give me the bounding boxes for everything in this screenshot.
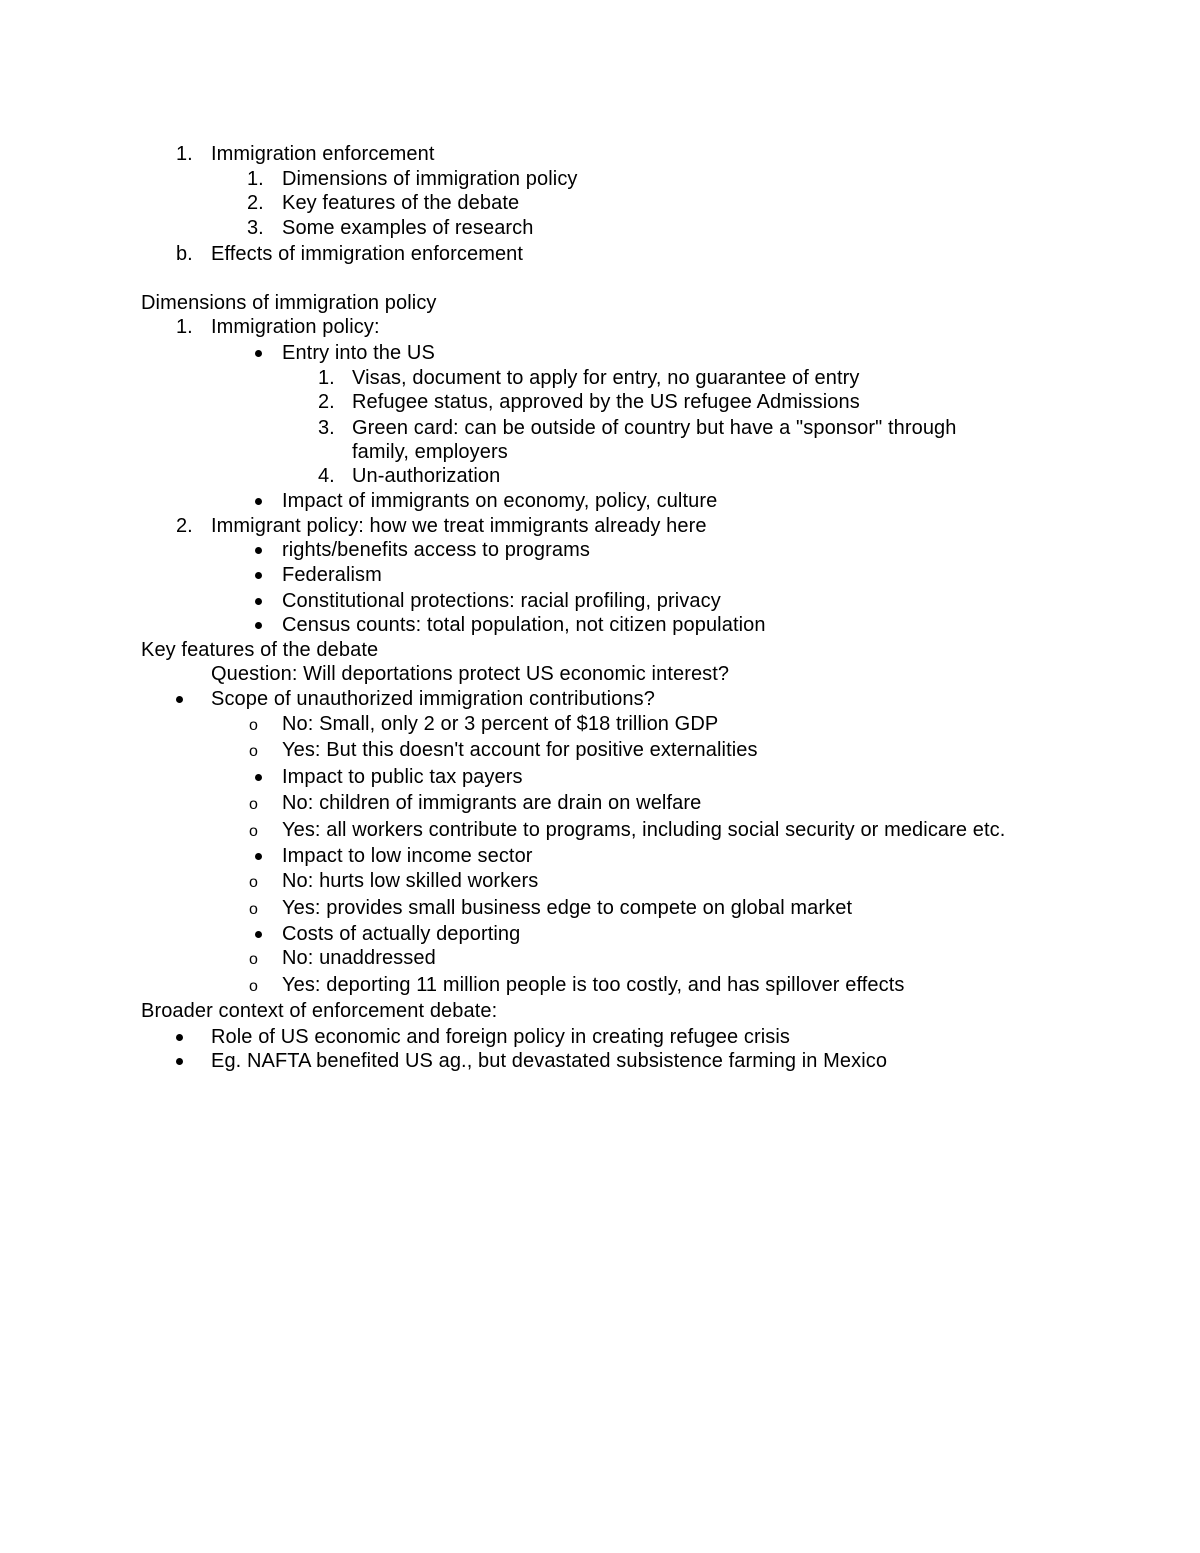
outline-item-effects: Effects of immigration enforcement [211, 243, 524, 265]
outline-item-immigration-enforcement: Immigration enforcement [211, 143, 435, 165]
circle-bullet-icon: o [249, 717, 258, 734]
list-item: rights/benefits access to programs [282, 539, 590, 561]
bullet-icon [176, 1034, 183, 1041]
list-item-continuation: family, employers [352, 441, 508, 463]
list-marker: 1. [176, 143, 193, 165]
list-marker: 1. [247, 168, 264, 190]
outline-subitem: Dimensions of immigration policy [282, 168, 578, 190]
list-item: Yes: deporting 11 million people is too costly, and has spillover effects [282, 974, 905, 996]
bullet-icon [176, 696, 183, 703]
list-item: Federalism [282, 564, 382, 586]
list-marker: 3. [247, 217, 264, 239]
circle-bullet-icon: o [249, 796, 258, 813]
bullet-icon [255, 622, 262, 629]
list-item: Yes: But this doesn't account for positive externalities [282, 739, 758, 761]
bullet-icon [255, 547, 262, 554]
list-marker: 3. [318, 417, 335, 439]
list-item: Visas, document to apply for entry, no guarantee of entry [352, 367, 860, 389]
circle-bullet-icon: o [249, 743, 258, 760]
circle-bullet-icon: o [249, 978, 258, 995]
list-item: No: hurts low skilled workers [282, 870, 539, 892]
list-item: No: Small, only 2 or 3 percent of $18 trillion GDP [282, 713, 719, 735]
debate-question: Question: Will deportations protect US economic interest? [211, 663, 730, 685]
list-item: Impact of immigrants on economy, policy, culture [282, 490, 718, 512]
bullet-icon [255, 853, 262, 860]
circle-bullet-icon: o [249, 901, 258, 918]
bullet-icon [255, 498, 262, 505]
list-item: Entry into the US [282, 342, 435, 364]
circle-bullet-icon: o [249, 951, 258, 968]
list-item: Eg. NAFTA benefited US ag., but devastated subsistence farming in Mexico [211, 1050, 888, 1072]
section-heading-dimensions: Dimensions of immigration policy [141, 292, 437, 314]
list-item: Role of US economic and foreign policy in creating refugee crisis [211, 1026, 791, 1048]
list-marker: 2. [176, 515, 193, 537]
list-marker: 2. [318, 391, 335, 413]
bullet-icon [255, 931, 262, 938]
outline-subitem: Key features of the debate [282, 192, 520, 214]
section-heading-broader: Broader context of enforcement debate: [141, 1000, 498, 1022]
list-item: Green card: can be outside of country but have a "sponsor" through [352, 417, 957, 439]
list-item: No: children of immigrants are drain on welfare [282, 792, 702, 814]
list-item: Impact to public tax payers [282, 766, 523, 788]
list-item: Census counts: total population, not citizen population [282, 614, 766, 636]
list-item: No: unaddressed [282, 947, 436, 969]
list-marker: b. [176, 243, 193, 265]
list-item: Refugee status, approved by the US refugee Admissions [352, 391, 860, 413]
circle-bullet-icon: o [249, 874, 258, 891]
list-item: Immigration policy: [211, 316, 380, 338]
list-marker: 1. [318, 367, 335, 389]
bullet-icon [255, 598, 262, 605]
list-item: Costs of actually deporting [282, 923, 521, 945]
list-marker: 1. [176, 316, 193, 338]
circle-bullet-icon: o [249, 823, 258, 840]
list-item: Constitutional protections: racial profiling, privacy [282, 590, 721, 612]
section-heading-debate: Key features of the debate [141, 639, 379, 661]
outline-subitem: Some examples of research [282, 217, 534, 239]
list-item: Immigrant policy: how we treat immigrants already here [211, 515, 707, 537]
list-item: Impact to low income sector [282, 845, 533, 867]
bullet-icon [255, 572, 262, 579]
bullet-icon [176, 1058, 183, 1065]
list-item: Un-authorization [352, 465, 501, 487]
bullet-icon [255, 774, 262, 781]
list-marker: 2. [247, 192, 264, 214]
list-item: Yes: all workers contribute to programs, including social security or medicare etc. [282, 819, 1006, 841]
bullet-icon [255, 350, 262, 357]
list-marker: 4. [318, 465, 335, 487]
list-item: Yes: provides small business edge to compete on global market [282, 897, 853, 919]
list-item: Scope of unauthorized immigration contributions? [211, 688, 655, 710]
